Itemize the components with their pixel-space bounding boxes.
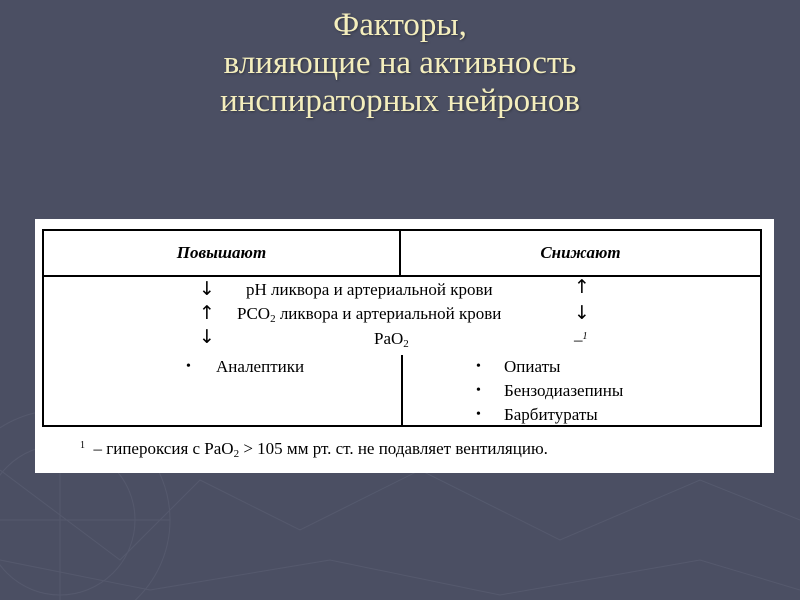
- row3-parameter: PaO$_2$: [374, 329, 409, 350]
- footnote: $^1$ – гипероксия с PaO$_2$ > 105 мм рт. ст. не подавляет вентиляцию.: [80, 439, 548, 460]
- row2-left-arrow-up-icon: ↑: [199, 302, 215, 324]
- slide-title: [0, 6, 800, 120]
- row3-left-arrow-down-icon: ↓: [199, 326, 215, 348]
- header-increase: Повышают: [176, 243, 267, 262]
- increase-item: Аналептики: [216, 357, 305, 376]
- row1-right-arrow-up-icon: ↑: [574, 276, 590, 298]
- factors-table: [42, 229, 762, 427]
- decrease-bullet: •: [476, 407, 481, 422]
- decrease-item: Опиаты: [504, 357, 561, 376]
- table-header-row: [44, 231, 760, 277]
- row3-right-note: –$^1$: [574, 330, 588, 349]
- decrease-bullet: •: [476, 383, 481, 398]
- title-line-1: Факторы,: [333, 7, 467, 43]
- body-divider: [401, 355, 403, 425]
- row2-right-arrow-down-icon: ↓: [574, 302, 590, 324]
- title-line-3: инспираторных нейронов: [220, 83, 580, 119]
- content-panel: [35, 219, 774, 473]
- title-line-2: влияющие на активность: [223, 45, 577, 81]
- decrease-item: Бензодиазепины: [504, 381, 624, 400]
- row1-left-arrow-down-icon: ↓: [199, 278, 215, 300]
- increase-bullet: •: [186, 359, 191, 374]
- decrease-item: Барбитураты: [504, 405, 598, 424]
- row1-parameter: рН ликвора и артериальной крови: [246, 280, 493, 299]
- header-decrease: Снижают: [540, 243, 621, 262]
- decrease-bullet: •: [476, 359, 481, 374]
- row2-parameter: $PCO_2$ ликвора и артериальной крови: [237, 304, 502, 325]
